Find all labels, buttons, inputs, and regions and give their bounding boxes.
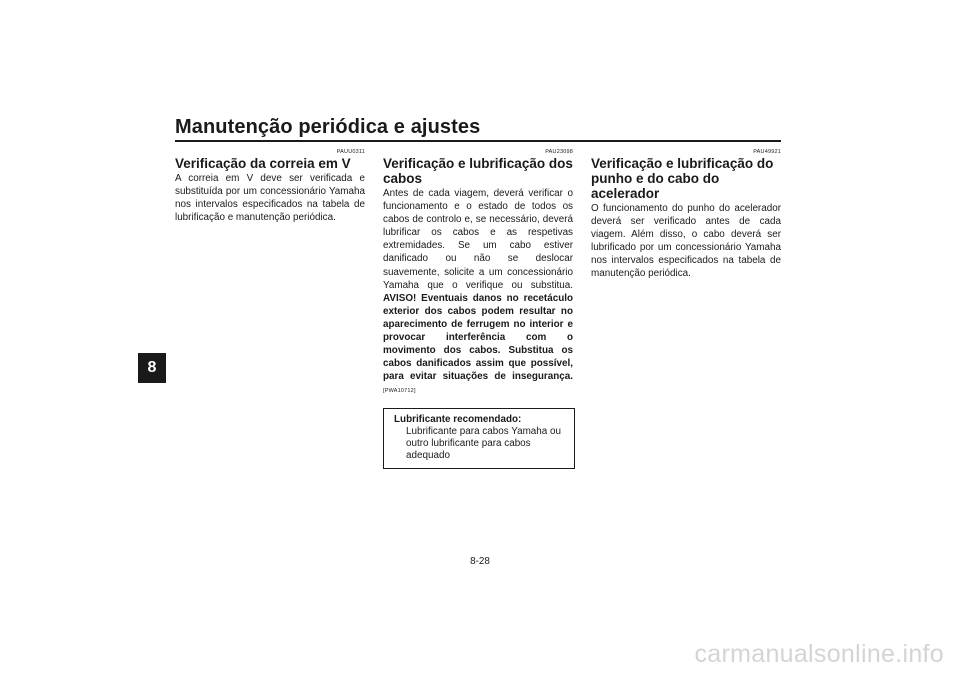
lubricant-heading: Lubrificante recomendado: (394, 413, 522, 425)
section-code: PAU49921 (753, 149, 781, 155)
section-title: Verificação e lubrificação dos cabos (383, 156, 573, 186)
page-title: Manutenção periódica e ajustes (175, 116, 481, 138)
section-body: A correia em V deve ser verificada e substituída por um concessionário Yamaha nos intervalos especificados na tabela de lubrificação e manutenção periódica. (175, 173, 365, 224)
section-cables (383, 149, 573, 469)
section-title: Verificação e lubrificação do punho e do cabo do acelerador (591, 156, 774, 201)
lubricant-text: Lubrificante para cabos Yamaha ou outro lubrificante para cabos adequado (406, 425, 561, 461)
section-code: PAUU0311 (336, 149, 365, 155)
page-number: 8-28 (470, 556, 490, 567)
section-v-belt (175, 149, 365, 224)
section-code: PAU23098 (545, 149, 573, 155)
section-body-text: Antes de cada viagem, deverá verificar o funcionamento e o estado de todos os cabos de controlo e, se necessário, deverá lubrificar os cabos e as respetivas extremidades. Se um cabo estiver danificado ou não se deslocar suavemente, solicite a um concessionário Yamaha que o verifique ou substitua. (383, 188, 573, 291)
chapter-tab: 8 (138, 353, 166, 383)
section-body: O funcionamento do punho do acelerador deverá ser verificado antes de cada viagem. Além disso, o cabo deverá ser lubrificado por um concessionário Yamaha nos intervalos especificados na tabela de manutenção periódica. (591, 203, 781, 280)
section-body (383, 187, 573, 399)
header-divider (175, 140, 781, 142)
warning-code: [PWA10712] (383, 388, 416, 395)
warning-notice: AVISO! Eventuais danos no recetáculo exterior dos cabos podem resultar no aparecimento de ferrugem no interior e provocar interferência com o movimento dos cabos. Substitua os cabos danificados assim que possível, para evitar situações de insegurança. (383, 292, 573, 383)
recommended-lubricant-box (383, 408, 575, 469)
section-throttle (591, 149, 781, 281)
section-title: Verificação da correia em V (175, 156, 351, 171)
watermark: carmanualsonline.info (694, 640, 944, 668)
